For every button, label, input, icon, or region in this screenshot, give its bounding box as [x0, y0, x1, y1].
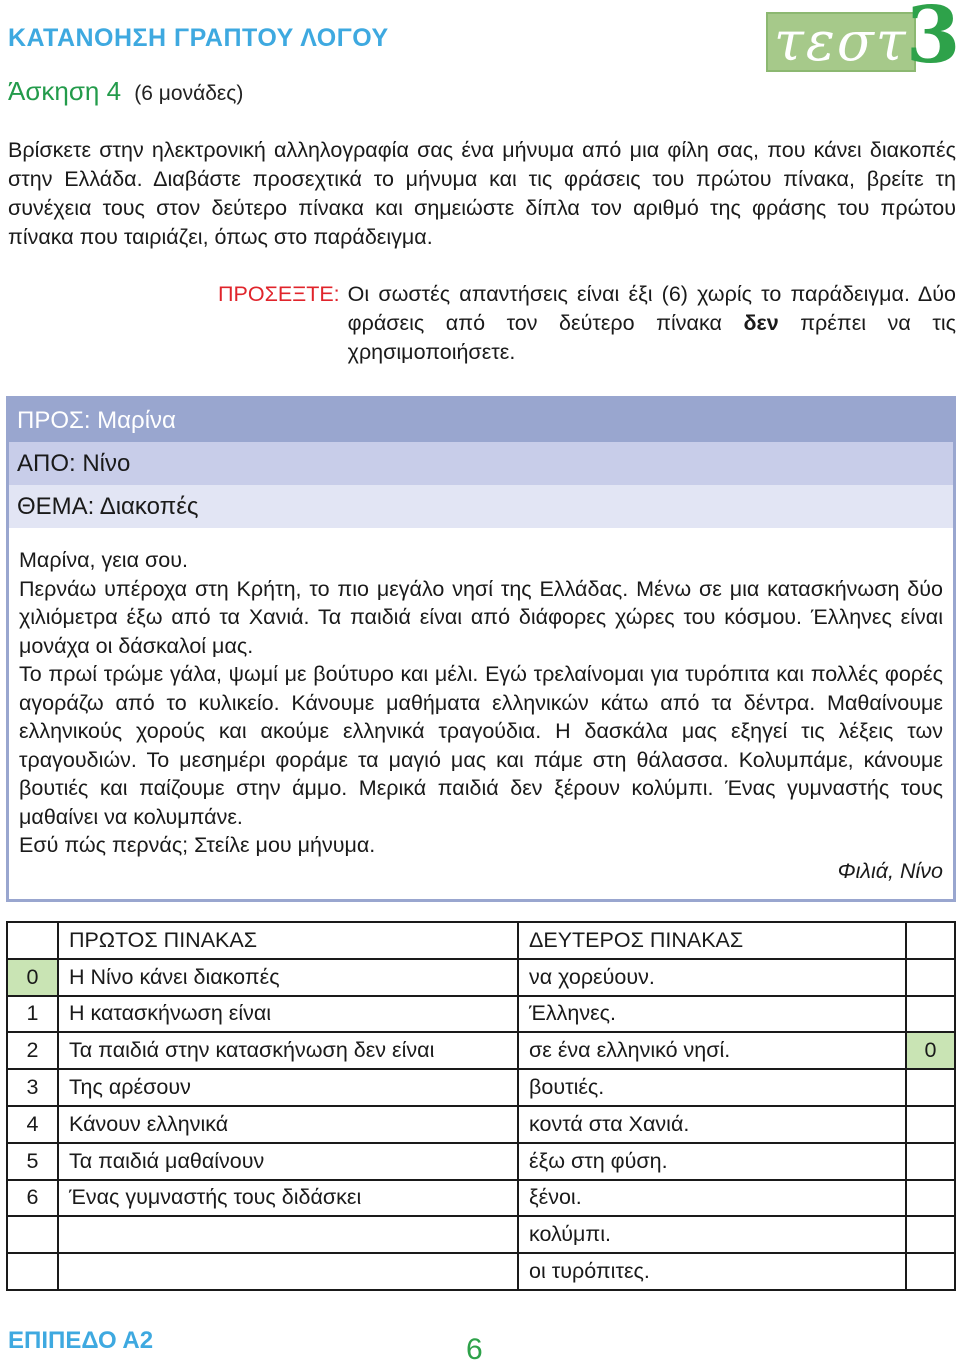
table-header-num: [7, 922, 58, 959]
email-paragraph-3: Εσύ πώς περνάς; Στείλε μου μήνυμα.: [19, 833, 376, 857]
email-subject: ΘΕΜΑ: Διακοπές: [9, 485, 953, 528]
instructions-text: Βρίσκετε στην ηλεκτρονική αλληλογραφία σας ένα μήνυμα από μια φίλη σας, που κάνει διακοπές στην Ελλάδα. Διαβάστε προσεχτικά το μήνυμα και τις φράσεις του πρώτου πίνακα, βρείτε τη συνέχεια τους στον δεύτερο πίνακα και σημειώστε δίπλα τον αριθμό της φράσης του πρώτου πίνακα που ταιριάζει, όπως στο παράδειγμα.: [8, 138, 956, 249]
email-paragraph-1: Περνάω υπέροχα στη Κρήτη, το πιο μεγάλο νησί της Ελλάδας. Μένω σε μια κατασκήνωση δύο χιλιόμετρα έξω από τα Χανιά. Τα παιδιά είναι από διάφορες χώρες του κόσμου. Έλληνες είναι μονάχα οι δάσκαλοί μας.: [19, 576, 943, 658]
first-phrase: Της αρέσουν: [58, 1069, 518, 1106]
second-phrase: να χορεύουν.: [518, 959, 906, 996]
second-phrase: ξένοι.: [518, 1180, 906, 1217]
row-number: 3: [7, 1069, 58, 1106]
row-number: 2: [7, 1032, 58, 1069]
table-header-row: [7, 922, 955, 959]
attention-label: ΠΡΟΣΕΞΤΕ:: [218, 282, 340, 306]
answer-cell[interactable]: [906, 1180, 955, 1217]
answer-cell[interactable]: [906, 1106, 955, 1143]
answer-cell-example[interactable]: 0: [906, 1032, 955, 1069]
second-phrase: κολύμπι.: [518, 1216, 906, 1253]
first-phrase: [58, 1216, 518, 1253]
answer-cell[interactable]: [906, 1143, 955, 1180]
footer-level: ΕΠΙΠΕΔΟ Α2: [8, 1327, 154, 1354]
logo-number: 3: [906, 0, 960, 81]
first-phrase: Ένας γυμναστής τους διδάσκει: [58, 1180, 518, 1217]
matching-table: [6, 921, 956, 1291]
first-phrase: Κάνουν ελληνικά: [58, 1106, 518, 1143]
row-number: [7, 1253, 58, 1290]
email-paragraph-2: Το πρωί τρώμε γάλα, ψωμί με βούτυρο και μέλι. Εγώ τρελαίνομαι για τυρόπιτα και πολλές φορές αγοράζω από το κυλικείο. Κάνουμε μαθήματα ελληνικών κάτω από τα δέντρα. Μαθαίνουμε ελληνικούς χορούς και ακούμε ελληνικά τραγούδια. Η δασκάλα μας εξηγεί τις λέξεις των τραγουδιών. Το μεσημέρι φοράμε τα μαγιό μας και πάμε στη θάλασσα. Κολυμπάμε, κάνουμε βουτιές και παίζουμε στην άμμο. Μερικά παιδιά δεν ξέρουν κολύμπι. Ένας γυμναστής τους μαθαίνει να κολυμπάνε.: [19, 662, 943, 829]
second-phrase: σε ένα ελληνικό νησί.: [518, 1032, 906, 1069]
answer-cell[interactable]: [906, 1216, 955, 1253]
attention-bold-word: δεν: [743, 311, 779, 335]
first-phrase: Η κατασκήνωση είναι: [58, 996, 518, 1033]
email-from: ΑΠΟ: Νίνο: [9, 442, 953, 485]
table-row: [7, 1032, 955, 1069]
answer-cell[interactable]: [906, 959, 955, 996]
email-greeting: Μαρίνα, γεια σου.: [19, 548, 188, 572]
attention-text-part-1: Οι σωστές απαντήσεις είναι έξι (6) χωρίς το παράδειγμα. Δύο φράσεις από τον δεύτερο πίνακα: [347, 282, 956, 335]
first-phrase: Τα παιδιά στην κατασκήνωση δεν είναι: [58, 1032, 518, 1069]
table-row: [7, 959, 955, 996]
second-phrase: οι τυρόπιτες.: [518, 1253, 906, 1290]
table-header-answer: [906, 922, 955, 959]
email-signature: Φιλιά, Νίνο: [837, 859, 943, 883]
logo-text: τεστ: [774, 10, 908, 73]
table-header-second: ΔΕΥΤΕΡΟΣ ΠΙΝΑΚΑΣ: [518, 922, 906, 959]
second-phrase: Έλληνες.: [518, 996, 906, 1033]
row-number: 5: [7, 1143, 58, 1180]
second-phrase: βουτιές.: [518, 1069, 906, 1106]
answer-cell[interactable]: [906, 1069, 955, 1106]
row-number: 6: [7, 1180, 58, 1217]
row-number: 4: [7, 1106, 58, 1143]
second-phrase: έξω στη φύση.: [518, 1143, 906, 1180]
second-phrase: κοντά στα Χανιά.: [518, 1106, 906, 1143]
answer-cell[interactable]: [906, 1253, 955, 1290]
table-row: [7, 996, 955, 1033]
table-row: [7, 1216, 955, 1253]
row-number: [7, 1216, 58, 1253]
email-body: [19, 546, 943, 860]
exercise-title: Άσκηση 4: [8, 76, 122, 106]
section-title: ΚΑΤΑΝΟΗΣΗ ΓΡΑΠΤΟΥ ΛΟΓΟΥ: [8, 24, 389, 52]
attention-note: [218, 280, 956, 367]
test-logo: [766, 0, 960, 81]
table-row: [7, 1069, 955, 1106]
table-row: [7, 1180, 955, 1217]
table-header-first: ΠΡΩΤΟΣ ΠΙΝΑΚΑΣ: [58, 922, 518, 959]
attention-text: [348, 280, 956, 367]
first-phrase: Η Νίνο κάνει διακοπές: [58, 959, 518, 996]
first-phrase: Τα παιδιά μαθαίνουν: [58, 1143, 518, 1180]
exercise-heading: [8, 76, 243, 107]
email-message: [6, 396, 956, 902]
page-number: 6: [466, 1333, 483, 1365]
row-number: 0: [7, 959, 58, 996]
row-number: 1: [7, 996, 58, 1033]
attention-text-part-2: πρέπει να τις χρησιμοποιήσετε.: [347, 311, 956, 364]
exercise-points: (6 μονάδες): [134, 82, 244, 105]
answer-cell[interactable]: [906, 996, 955, 1033]
table-row: [7, 1143, 955, 1180]
email-to: ΠΡΟΣ: Μαρίνα: [9, 399, 953, 442]
table-row: [7, 1253, 955, 1290]
first-phrase: [58, 1253, 518, 1290]
table-row: [7, 1106, 955, 1143]
